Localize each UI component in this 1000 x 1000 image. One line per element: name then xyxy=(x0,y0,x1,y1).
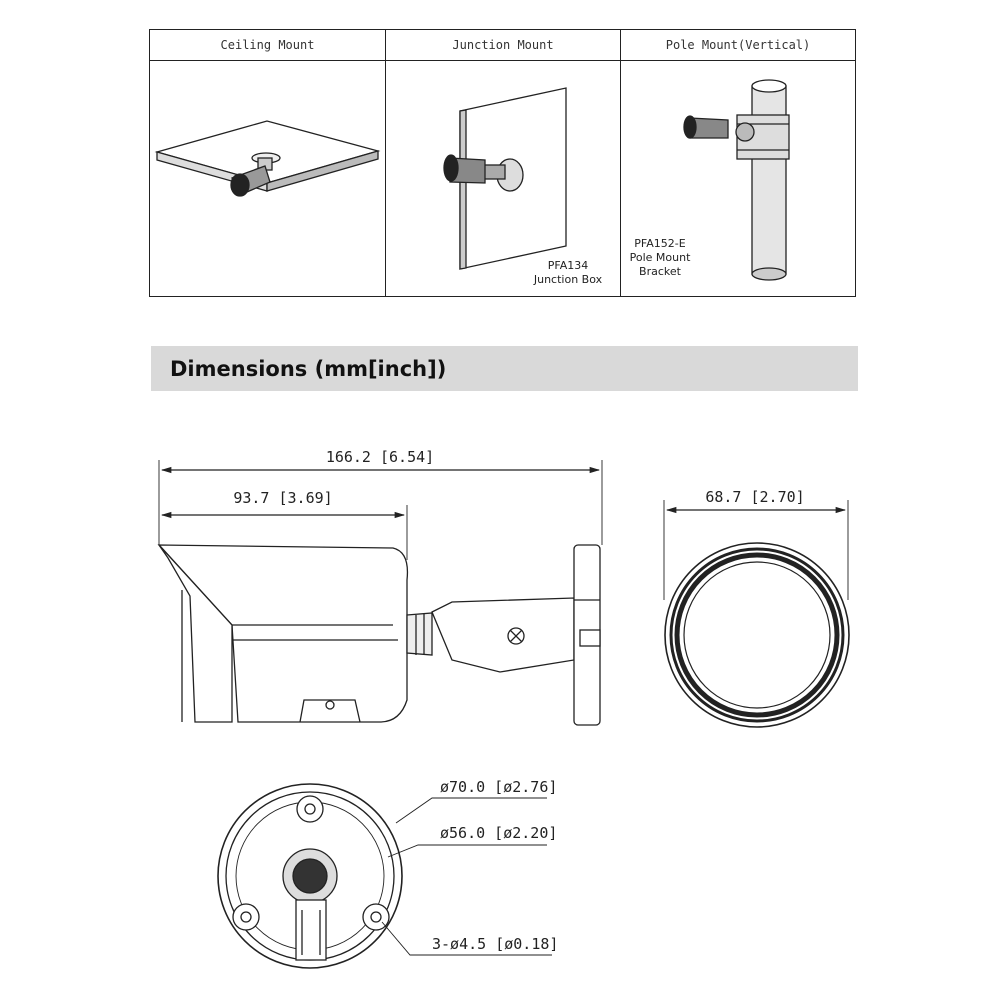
mount-holes-label: 3-ø4.5 [ø0.18] xyxy=(432,935,559,953)
section-title: Dimensions (mm[inch]) xyxy=(170,357,447,381)
caption-line: PFA152-E xyxy=(634,237,686,250)
pole-mount-illustration xyxy=(684,80,789,280)
ceiling-mount-illustration xyxy=(157,121,378,196)
body-length-label: 93.7 [3.69] xyxy=(233,489,333,507)
ceiling-mount-header: Ceiling Mount xyxy=(150,30,385,61)
caption-line: PFA134 xyxy=(547,259,589,272)
junction-mount-header: Junction Mount xyxy=(385,30,621,61)
caption-line: Junction Box xyxy=(533,273,603,286)
camera-front-view xyxy=(664,500,849,727)
pole-mount-header: Pole Mount(Vertical) xyxy=(621,30,855,61)
junction-mount-illustration xyxy=(444,88,566,269)
total-length-label: 166.2 [6.54] xyxy=(325,448,435,466)
caption-line: Bracket xyxy=(639,265,681,278)
base-inner-diameter-label: ø56.0 [ø2.20] xyxy=(440,824,558,842)
base-outer-diameter-label: ø70.0 [ø2.76] xyxy=(440,778,558,796)
caption-line: Pole Mount xyxy=(629,251,691,264)
front-diameter-label: 68.7 [2.70] xyxy=(705,488,805,506)
camera-side-view xyxy=(159,460,602,725)
